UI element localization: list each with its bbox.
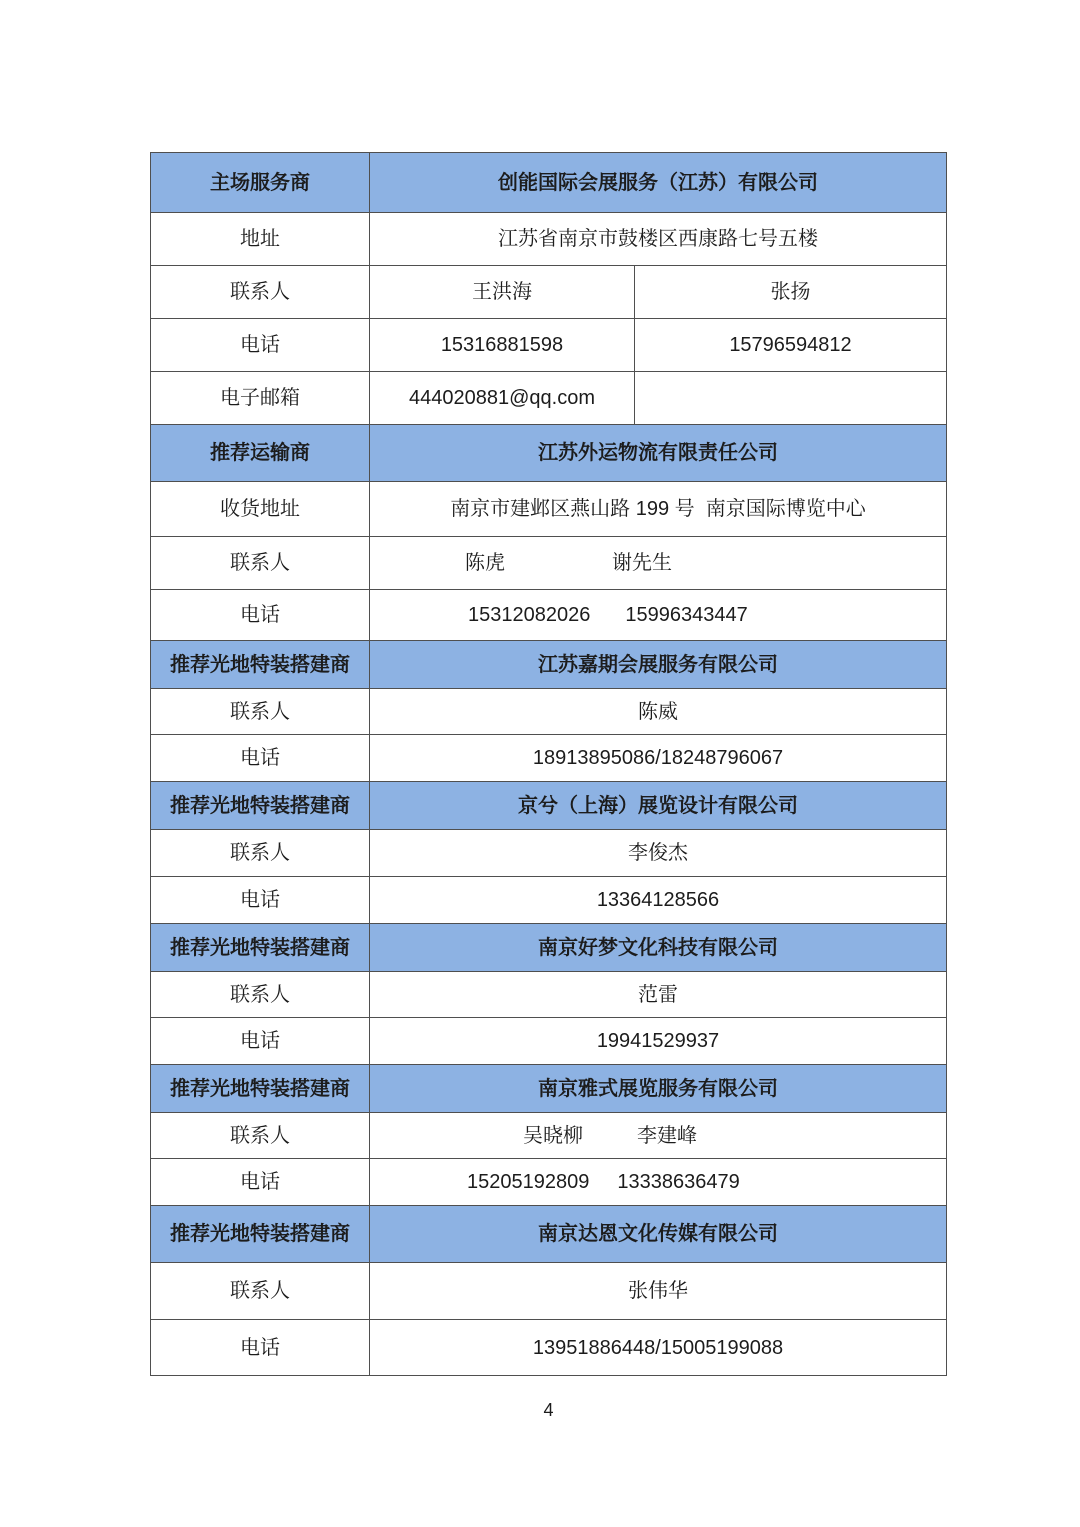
table-row	[151, 1262, 946, 1319]
cell-value: 南京市建邺区燕山路 199 号 南京国际博览中心	[369, 482, 946, 536]
section-header-row	[151, 1205, 946, 1262]
row-label: 电话	[240, 1336, 280, 1359]
row-label: 电话	[240, 1030, 280, 1052]
table-row	[151, 1112, 946, 1158]
table-row	[151, 1158, 946, 1205]
cell-value: 张伟华	[369, 1263, 946, 1319]
cell-value	[369, 537, 946, 589]
table-row	[151, 1017, 946, 1064]
row-label: 联系人	[230, 552, 290, 574]
section-header-company: 南京好梦文化科技有限公司	[369, 924, 946, 971]
table-row	[151, 212, 946, 265]
section-header-label: 推荐光地特装搭建商	[170, 794, 350, 817]
cell-value	[369, 1113, 946, 1158]
cell-value: 李俊杰	[369, 830, 946, 876]
cell-value: 19941529937	[369, 1018, 946, 1064]
section-header-company: 江苏嘉期会展服务有限公司	[369, 641, 946, 688]
section-header-label: 推荐光地特装搭建商	[170, 1077, 350, 1100]
cell-value: 张扬	[634, 266, 946, 318]
table-row	[151, 536, 946, 589]
row-label: 电话	[240, 334, 280, 356]
table-row	[151, 829, 946, 876]
contact-name: 陈虎	[465, 552, 505, 574]
row-label: 电话	[240, 889, 280, 911]
cell-value: 15316881598	[369, 319, 634, 371]
table-row	[151, 1319, 946, 1375]
row-label: 电子邮箱	[220, 387, 300, 409]
section-header-company: 京兮（上海）展览设计有限公司	[369, 782, 946, 829]
section-header-row	[151, 1064, 946, 1112]
section-header-label: 推荐运输商	[210, 442, 310, 464]
cell-value	[369, 1159, 946, 1205]
cell-value: 王洪海	[369, 266, 634, 318]
contact-name: 谢先生	[612, 552, 672, 574]
page-number: 4	[543, 1400, 554, 1420]
row-label: 电话	[240, 604, 280, 626]
row-label: 地址	[240, 228, 280, 250]
table-row	[151, 688, 946, 734]
phone-number: 15312082026	[468, 604, 591, 626]
table-row	[151, 371, 946, 424]
section-header-row	[151, 923, 946, 971]
cell-value	[369, 590, 946, 640]
row-label: 电话	[240, 747, 280, 769]
section-header-row	[151, 781, 946, 829]
cell-value: 陈威	[369, 689, 946, 734]
cell-value: 444020881@qq.com	[369, 372, 634, 424]
cell-value	[634, 372, 946, 424]
row-label: 联系人	[230, 700, 290, 723]
section-header-row	[151, 153, 946, 212]
section-header-label: 推荐光地特装搭建商	[170, 936, 350, 959]
table-row	[151, 481, 946, 536]
contact-name: 李建峰	[637, 1124, 697, 1147]
section-header-company: 创能国际会展服务（江苏）有限公司	[369, 153, 946, 212]
table-row	[151, 971, 946, 1017]
contact-name: 吴晓柳	[523, 1124, 583, 1147]
service-providers-table	[150, 152, 947, 1376]
section-header-label: 推荐光地特装搭建商	[170, 653, 350, 676]
section-header-row	[151, 640, 946, 688]
section-header-label: 主场服务商	[210, 171, 310, 194]
cell-value: 15796594812	[634, 319, 946, 371]
cell-value: 13951886448/15005199088	[369, 1320, 946, 1375]
section-header-row	[151, 424, 946, 481]
row-label: 电话	[240, 1171, 280, 1193]
phone-number: 15996343447	[625, 604, 748, 626]
table-row	[151, 589, 946, 640]
table-row	[151, 876, 946, 923]
row-label: 联系人	[230, 1124, 290, 1147]
row-label: 联系人	[230, 1280, 290, 1302]
row-label: 收货地址	[220, 498, 300, 520]
cell-value: 18913895086/18248796067	[369, 735, 946, 781]
cell-value: 范雷	[369, 972, 946, 1017]
table-row	[151, 265, 946, 318]
cell-value: 江苏省南京市鼓楼区西康路七号五楼	[369, 213, 946, 265]
section-header-company: 南京雅式展览服务有限公司	[369, 1065, 946, 1112]
row-label: 联系人	[230, 842, 290, 864]
section-header-company: 南京达恩文化传媒有限公司	[369, 1206, 946, 1262]
section-header-label: 推荐光地特装搭建商	[170, 1223, 350, 1245]
phone-number: 13338636479	[617, 1171, 740, 1193]
table-row	[151, 734, 946, 781]
table-row	[151, 318, 946, 371]
row-label: 联系人	[230, 983, 290, 1006]
phone-number: 15205192809	[467, 1171, 590, 1193]
row-label: 联系人	[230, 281, 290, 303]
cell-value: 13364128566	[369, 877, 946, 923]
section-header-company: 江苏外运物流有限责任公司	[369, 425, 946, 481]
